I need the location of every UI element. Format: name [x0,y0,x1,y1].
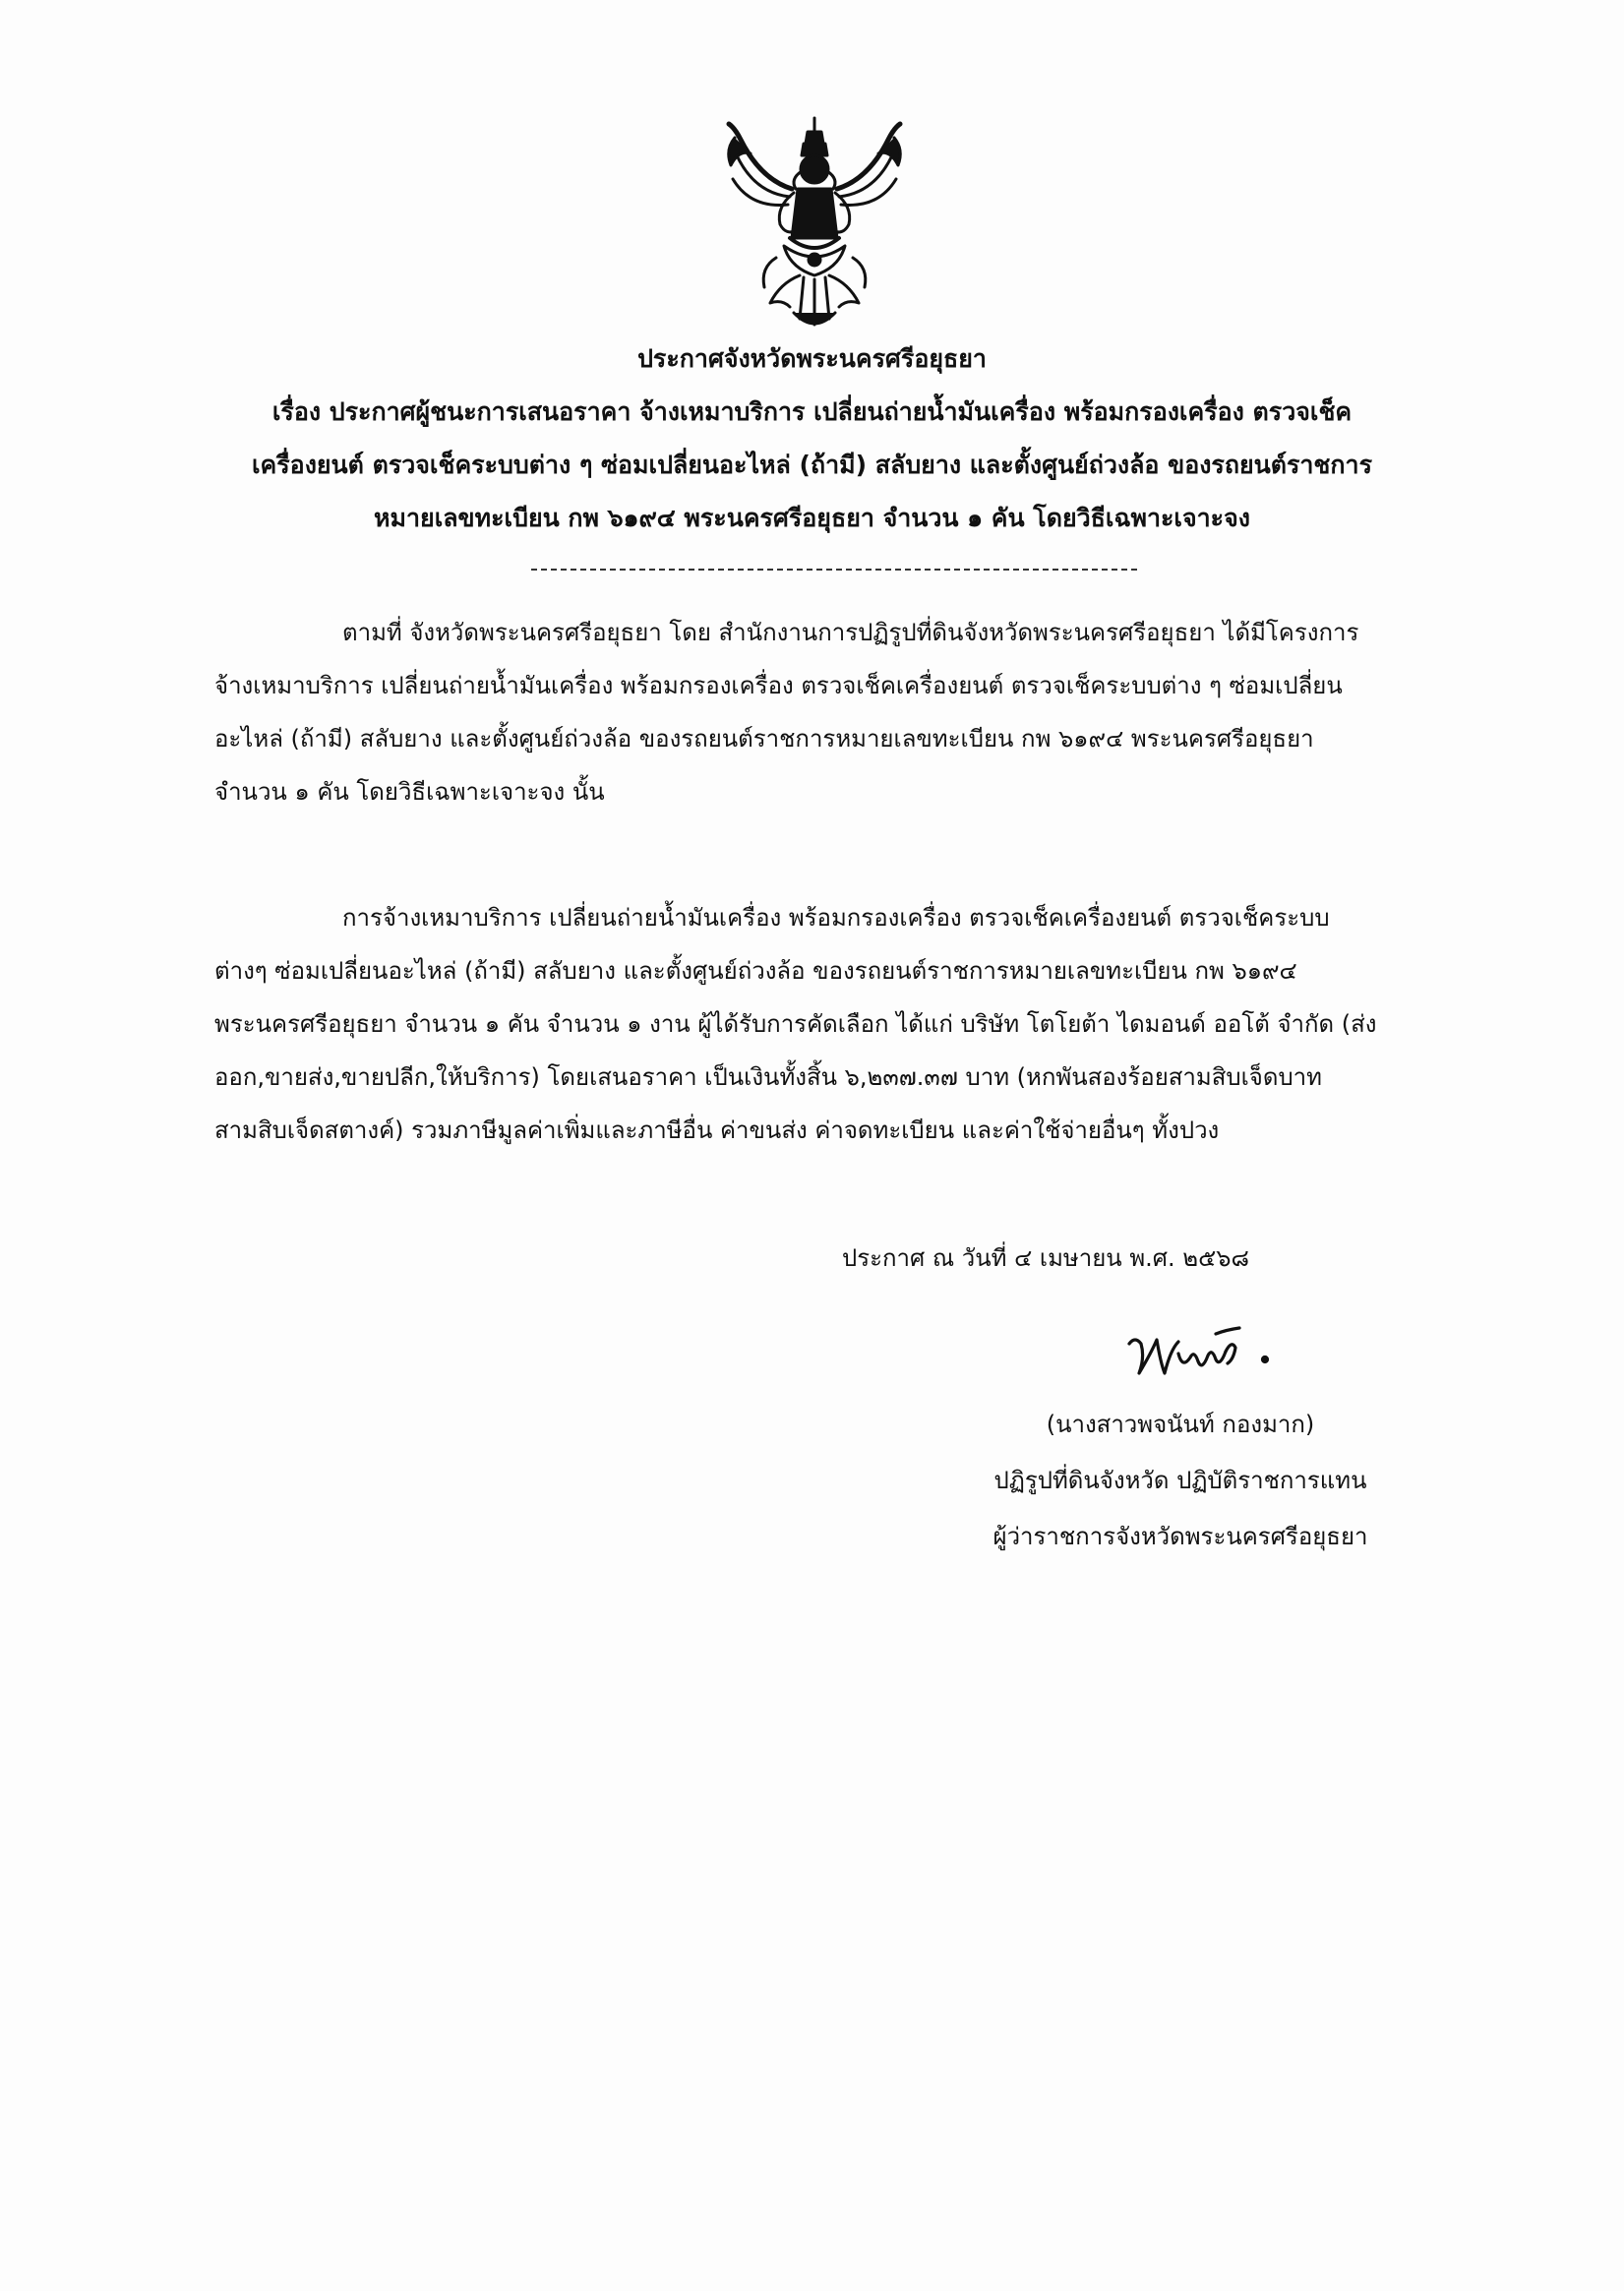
dashed-divider [531,569,1137,571]
subject-line-1: เรื่อง ประกาศผู้ชนะการเสนอราคา จ้างเหมาบริการ เปลี่ยนถ่ายน้ำมันเครื่อง พร้อมกรองเครื่อง ตรวจเช็ค [271,397,1353,426]
issuer-title: ประกาศจังหวัดพระนครศรีอยุธยา [637,344,987,373]
paragraph-2-line-4: ออก,ขายส่ง,ขายปลีก,ให้บริการ) โดยเสนอราคา เป็นเงินทั้งสิ้น ๖,๒๓๗.๓๗ บาท (หกพันสองร้อยสามสิบเจ็ดบาท [214,1063,1322,1091]
handwritten-signature-icon [1121,1314,1279,1393]
signatory-name: (นางสาวพจนันท์ กองมาก) [1046,1411,1315,1438]
paragraph-2-line-5: สามสิบเจ็ดสตางค์) รวมภาษีมูลค่าเพิ่มและภาษีอื่น ค่าขนส่ง ค่าจดทะเบียน และค่าใช้จ่ายอื่นๆ ทั้งปวง [214,1116,1220,1144]
signatory-position-1: ปฏิรูปที่ดินจังหวัด ปฏิบัติราชการแทน [993,1467,1367,1494]
signatory-position-2: ผู้ว่าราชการจังหวัดพระนครศรีอยุธยา [992,1523,1368,1550]
paragraph-1-line-3: อะไหล่ (ถ้ามี) สลับยาง และตั้งศูนย์ถ่วงล้อ ของรถยนต์ราชการหมายเลขทะเบียน กพ ๖๑๙๔ พระนครศรีอยุธยา [214,725,1314,753]
paragraph-1-line-2: จ้างเหมาบริการ เปลี่ยนถ่ายน้ำมันเครื่อง พร้อมกรองเครื่อง ตรวจเช็คเครื่องยนต์ ตรวจเช็คระบบต่าง ๆ ซ่อมเปลี่ยน [214,672,1343,699]
body-paragraph-2 [214,891,1444,1157]
paragraph-2-line-2: ต่างๆ ซ่อมเปลี่ยนอะไหล่ (ถ้ามี) สลับยาง และตั้งศูนย์ถ่วงล้อ ของรถยนต์ราชการหมายเลขทะเบียน กพ ๖๑๙๔ [214,957,1297,985]
paragraph-1-line-4: จำนวน ๑ คัน โดยวิธีเฉพาะเจาะจง นั้น [214,778,605,806]
garuda-emblem-icon [721,110,908,334]
paragraph-2-line-3: พระนครศรีอยุธยา จำนวน ๑ คัน จำนวน ๑ งาน ผู้ได้รับการคัดเลือก ได้แก่ บริษัท โตโยต้า ไดมอนด์ ออโต้ จำกัด (ส่ง [214,1010,1377,1038]
signatory-block [925,1397,1436,1565]
subject-line-3: หมายเลขทะเบียน กพ ๖๑๙๔ พระนครศรีอยุธยา จำนวน ๑ คัน โดยวิธีเฉพาะเจาะจง [374,504,1250,532]
paragraph-1-line-1: ตามที่ จังหวัดพระนครศรีอยุธยา โดย สำนักงานการปฏิรูปที่ดินจังหวัดพระนครศรีอยุธยา ได้มีโครงการ [342,619,1359,646]
paragraph-2-line-1: การจ้างเหมาบริการ เปลี่ยนถ่ายน้ำมันเครื่อง พร้อมกรองเครื่อง ตรวจเช็คเครื่องยนต์ ตรวจเช็คระบบ [342,904,1330,932]
document-title-block [177,332,1447,545]
subject-line-2: เครื่องยนต์ ตรวจเช็คระบบต่าง ๆ ซ่อมเปลี่ยนอะไหล่ (ถ้ามี) สลับยาง และตั้งศูนย์ถ่วงล้อ ของรถยนต์ราชการ [251,451,1372,479]
announcement-date: ประกาศ ณ วันที่ ๔ เมษายน พ.ศ. ๒๕๖๘ [842,1244,1249,1272]
body-paragraph-1 [214,606,1444,818]
